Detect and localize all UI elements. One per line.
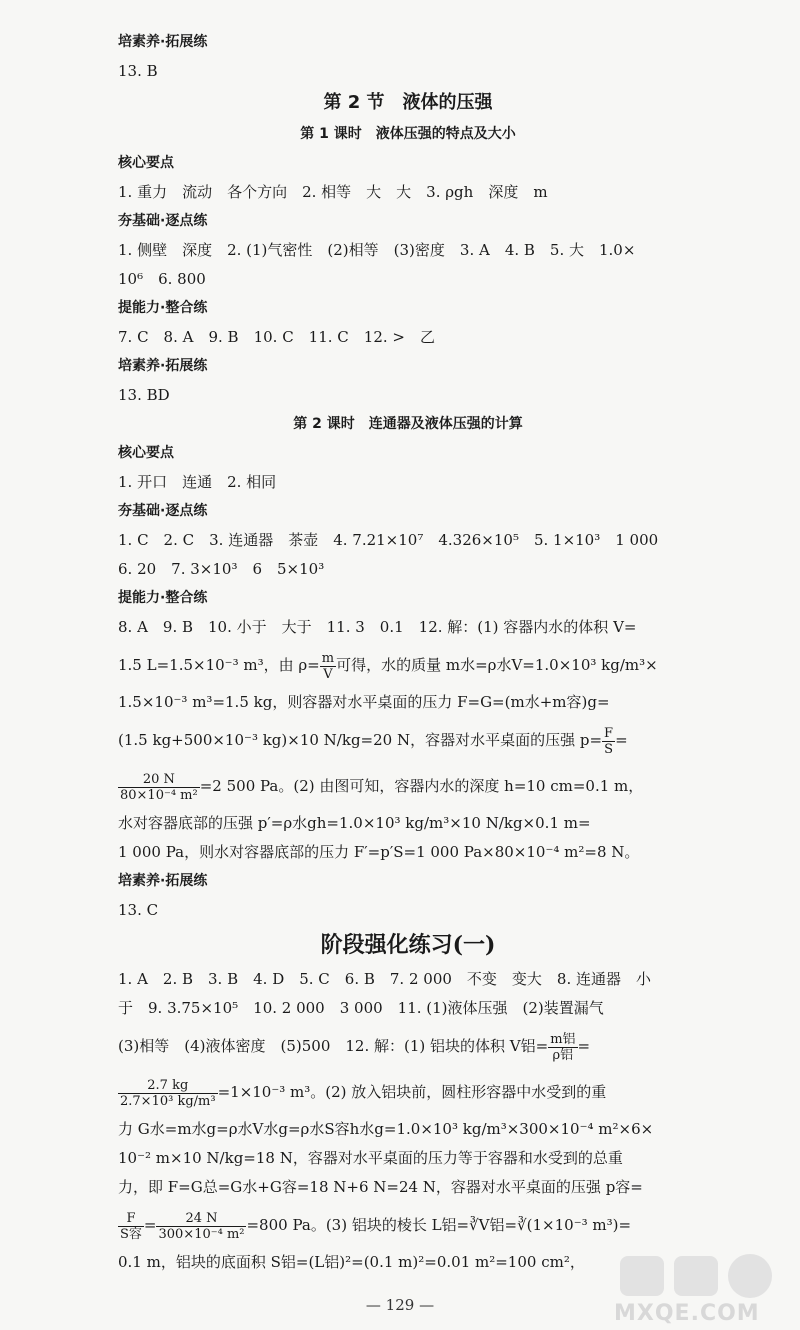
text-run: (3)相等 (4)液体密度 (5)500 12. 解：(1) 铝块的体积 V铝= xyxy=(118,1037,549,1055)
text-run: =1×10⁻³ m³。(2) 放入铝块前，圆柱形容器中水受到的重 xyxy=(217,1083,607,1101)
answer-line: 力 G水=m水g=ρ水V水g=ρ水S容h水g=1.0×10³ kg/m³×300×10⁻⁴ m²×6× xyxy=(118,1120,654,1138)
answer-line: 力，即 F=G总=G水+G容=18 N+6 N=24 N，容器对水平桌面的压强 p容= xyxy=(118,1178,643,1196)
text-run: =800 Pa。(3) 铝块的棱长 L铝=∛V铝=∛(1×10⁻³ m³)= xyxy=(246,1216,632,1234)
text-run: (1.5 kg+500×10⁻³ kg)×10 N/kg=20 N，容器对水平桌面的压强 p= xyxy=(118,731,603,749)
fraction-denominator: 80×10⁻⁴ m² xyxy=(120,787,198,803)
section-heading: 核心要点 xyxy=(118,155,174,171)
answer-line: 8. A 9. B 10. 小于 大于 11. 3 0.1 12. 解：(1) 容器内水的体积 V= xyxy=(118,618,637,636)
fraction-numerator: 2.7 kg xyxy=(118,1078,218,1094)
text-run: 1.5 L=1.5×10⁻³ m³，由 ρ= xyxy=(118,656,320,674)
chapter-title: 阶段强化练习(一) xyxy=(320,932,496,958)
fraction-numerator: 20 N xyxy=(118,772,200,788)
answer-line: 10⁶ 6. 800 xyxy=(118,270,206,288)
answer-line: 10⁻² m×10 N/kg=18 N，容器对水平桌面的压力等于容器和水受到的总重 xyxy=(118,1149,623,1167)
answer-line xyxy=(118,763,698,809)
watermark-text: MXQE.COM xyxy=(614,1301,760,1326)
lesson-title: 第 2 课时 连通器及液体压强的计算 xyxy=(293,416,523,432)
answer-line xyxy=(118,1202,698,1248)
fraction-denominator: ρ铝 xyxy=(552,1047,574,1063)
text-run: = xyxy=(577,1037,591,1055)
answer-line: 水对容器底部的压强 p′=ρ水gh=1.0×10³ kg/m³×10 N/kg×0.1 m= xyxy=(118,814,591,832)
fraction-numerator: m铝 xyxy=(550,1031,576,1047)
section-heading: 培素养·拓展练 xyxy=(118,873,208,889)
fraction xyxy=(548,1032,577,1063)
answer-line: 13. B xyxy=(118,62,158,80)
section-heading: 夯基础·逐点练 xyxy=(118,503,208,519)
section-heading: 提能力·整合练 xyxy=(118,300,208,316)
answer-line: 于 9. 3.75×10⁵ 10. 2 000 3 000 11. (1)液体压强 (2)装置漏气 xyxy=(118,999,604,1017)
section-heading: 夯基础·逐点练 xyxy=(118,213,208,229)
answer-line: 1. 重力 流动 各个方向 2. 相等 大 大 3. ρgh 深度 m xyxy=(118,183,548,201)
section-title: 第 2 节 液体的压强 xyxy=(323,92,493,113)
section-heading: 提能力·整合练 xyxy=(118,590,208,606)
answer-line xyxy=(118,642,698,688)
text-run: = xyxy=(615,731,628,749)
answer-line: 13. C xyxy=(118,901,159,919)
fraction-numerator: 24 N xyxy=(156,1211,246,1227)
answer-line: 1. 开口 连通 2. 相同 xyxy=(118,473,277,491)
fraction-denominator: 2.7×10³ kg/m³ xyxy=(120,1093,216,1109)
section-heading: 培素养·拓展练 xyxy=(118,358,208,374)
fraction-numerator: F xyxy=(604,725,614,741)
answer-line: 7. C 8. A 9. B 10. C 11. C 12. > 乙 xyxy=(118,328,435,346)
fraction-numerator: m xyxy=(321,650,335,666)
text-run: =2 500 Pa。(2) 由图可知，容器内水的深度 h=10 cm=0.1 m， xyxy=(199,777,644,795)
fraction-numerator: F xyxy=(118,1211,144,1227)
answer-line: 1.5×10⁻³ m³=1.5 kg，则容器对水平桌面的压力 F=G=(m水+m容)g= xyxy=(118,693,610,711)
fraction xyxy=(320,651,336,682)
answer-line xyxy=(118,1023,698,1069)
answer-line xyxy=(118,1069,698,1115)
fraction xyxy=(602,726,615,757)
section-heading: 培素养·拓展练 xyxy=(118,34,208,50)
lesson-title: 第 1 课时 液体压强的特点及大小 xyxy=(300,126,516,142)
answer-page xyxy=(118,28,698,1277)
text-run: 可得，水的质量 m水=ρ水V=1.0×10³ kg/m³× xyxy=(336,656,658,674)
fraction-denominator: S xyxy=(604,741,614,757)
answer-line: 1. A 2. B 3. B 4. D 5. C 6. B 7. 2 000 不变 变大 8. 连通器 小 xyxy=(118,970,651,988)
answer-line: 13. BD xyxy=(118,386,170,404)
fraction-denominator: 300×10⁻⁴ m² xyxy=(158,1226,245,1242)
fraction xyxy=(118,772,200,803)
page-number: — 129 — xyxy=(365,1296,435,1314)
answer-line: 1. C 2. C 3. 连通器 茶壶 4. 7.21×10⁷ 4.326×10⁵ 5. 1×10³ 1 000 xyxy=(118,531,659,549)
section-heading: 核心要点 xyxy=(118,445,174,461)
answer-line: 0.1 m，铝块的底面积 S铝=(L铝)²=(0.1 m)²=0.01 m²=100 cm²， xyxy=(118,1253,585,1271)
text-run: = xyxy=(143,1216,157,1234)
fraction xyxy=(118,1078,218,1109)
answer-line: 1. 侧壁 深度 2. (1)气密性 (2)相等 (3)密度 3. A 4. B 5. 大 1.0× xyxy=(118,241,636,259)
answer-line xyxy=(118,717,698,763)
fraction-denominator: S容 xyxy=(120,1226,142,1242)
fraction-denominator: V xyxy=(323,666,333,682)
fraction xyxy=(118,1211,144,1242)
answer-line: 6. 20 7. 3×10³ 6 5×10³ xyxy=(118,560,325,578)
answer-line: 1 000 Pa，则水对容器底部的压力 F′=p′S=1 000 Pa×80×10⁻⁴ m²=8 N。 xyxy=(118,843,640,861)
fraction xyxy=(156,1211,246,1242)
